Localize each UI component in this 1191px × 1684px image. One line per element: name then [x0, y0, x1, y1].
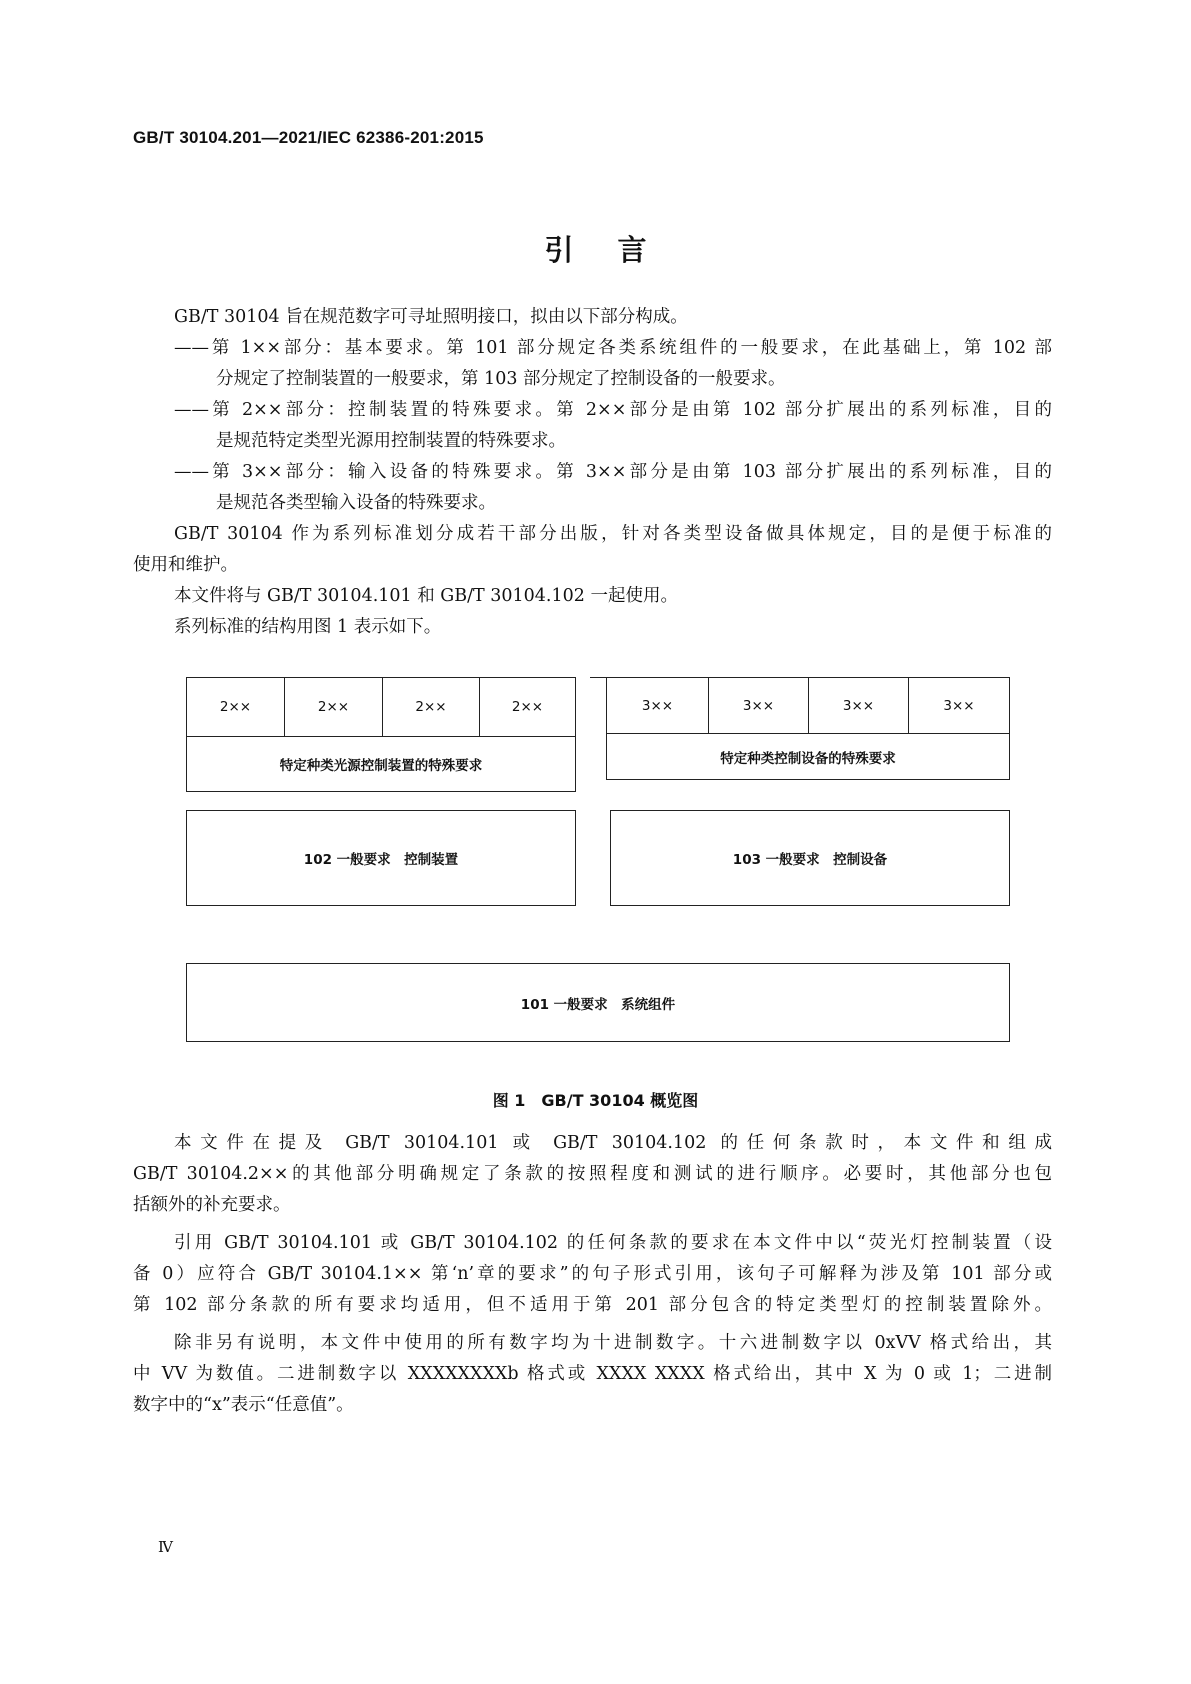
part-cell-2xx: 2×× — [382, 678, 479, 736]
part-101-label: 101 一般要求 系统组件 — [520, 996, 676, 1013]
list-item-3-line-1: ——第 3××部分：输入设备的特殊要求。第 3××部分是由第 103 部分扩展出的系列标准，目的 — [174, 462, 1052, 482]
part-cell-3xx: 3×× — [708, 678, 808, 733]
part-cell-3xx: 3×× — [641, 697, 674, 714]
part-101-box — [186, 963, 1010, 1042]
body-paragraph-1-line-3: 括额外的补充要求。 — [133, 1195, 291, 1215]
list-item-1-line-2: 分规定了控制装置的一般要求，第 103 部分规定了控制设备的一般要求。 — [216, 369, 786, 389]
body-paragraph-2-line-1: 引用 GB/T 30104.101 或 GB/T 30104.102 的任何条款的要求在本文件中以“荧光灯控制装置（设 — [174, 1233, 1052, 1253]
part-cell-2xx: 2×× — [479, 678, 575, 736]
figure-caption: 图 1 GB/T 30104 概览图 — [492, 1091, 699, 1110]
intro-paragraph-2-line-1: GB/T 30104 作为系列标准划分成若干部分出版，针对各类型设备做具体规定，目的是便于标准的 — [174, 524, 1052, 544]
body-paragraph-1-line-2: GB/T 30104.2××的其他部分明确规定了条款的按照程度和测试的进行顺序。必要时，其他部分也包 — [133, 1164, 1052, 1184]
part-cell-3xx: 3×× — [908, 678, 1009, 733]
intro-paragraph-4: 系列标准的结构用图 1 表示如下。 — [174, 617, 442, 637]
body-paragraph-1-line-1: 本文件在提及 GB/T 30104.101 或 GB/T 30104.102 的任何条款时，本文件和组成 — [174, 1133, 1052, 1153]
part-102-label: 102 一般要求 控制装置 — [303, 852, 459, 868]
right-part-cells-row — [606, 677, 1010, 734]
part-cell-3xx: 3×× — [808, 678, 908, 733]
body-paragraph-2-line-2: 备 0）应符合 GB/T 30104.1×× 第‘n’章的要求”的句子形式引用，该句子可解释为涉及第 101 部分或 — [133, 1264, 1052, 1284]
list-item-2-line-2: 是规范特定类型光源用控制装置的特殊要求。 — [216, 431, 566, 451]
body-paragraph-2-line-3: 第 102 部分条款的所有要求均适用，但不适用于第 201 部分包含的特定类型灯的控制装置除外。 — [133, 1295, 1052, 1315]
control-device-particular-label: 特定种类控制设备的特殊要求 — [720, 750, 896, 767]
intro-paragraph-3: 本文件将与 GB/T 30104.101 和 GB/T 30104.102 一起使用。 — [174, 586, 678, 606]
control-gear-particular-label: 特定种类光源控制装置的特殊要求 — [279, 758, 483, 774]
body-paragraph-3-line-1: 除非另有说明，本文件中使用的所有数字均为十进制数字。十六进制数字以 0xVV 格式给出，其 — [174, 1333, 1052, 1353]
page-title: 引言 — [544, 233, 691, 267]
intro-paragraph-2-line-2: 使用和维护。 — [133, 555, 238, 575]
list-item-2-line-1: ——第 2××部分：控制装置的特殊要求。第 2××部分是由第 102 部分扩展出的系列标准，目的 — [174, 400, 1052, 420]
control-gear-particular-box — [186, 736, 576, 792]
part-cell-2xx: 2×× — [219, 699, 252, 715]
intro-paragraph-1: GB/T 30104 旨在规范数字可寻址照明接口，拟由以下部分构成。 — [174, 307, 688, 327]
part-103-label: 103 一般要求 控制设备 — [732, 852, 888, 868]
control-device-particular-box — [606, 733, 1010, 780]
list-item-1-line-1: ——第 1××部分：基本要求。第 101 部分规定各类系统组件的一般要求，在此基础上，第 102 部 — [174, 338, 1052, 358]
divider-tick — [590, 677, 606, 678]
left-part-cells-row — [186, 677, 576, 737]
list-item-3-line-2: 是规范各类型输入设备的特殊要求。 — [216, 493, 496, 513]
body-paragraph-3-line-3: 数字中的“x”表示“任意值”。 — [133, 1395, 354, 1415]
part-103-box — [610, 810, 1010, 906]
body-paragraph-3-line-2: 中 VV 为数值。二进制数字以 XXXXXXXXb 格式或 XXXX XXXX 格式给出，其中 X 为 0 或 1；二进制 — [133, 1364, 1052, 1384]
page-number: Ⅳ — [158, 1538, 173, 1556]
part-cell-2xx: 2×× — [284, 678, 382, 736]
part-102-box — [186, 810, 576, 906]
document-code: GB/T 30104.201—2021/IEC 62386-201:2015 — [133, 128, 484, 147]
